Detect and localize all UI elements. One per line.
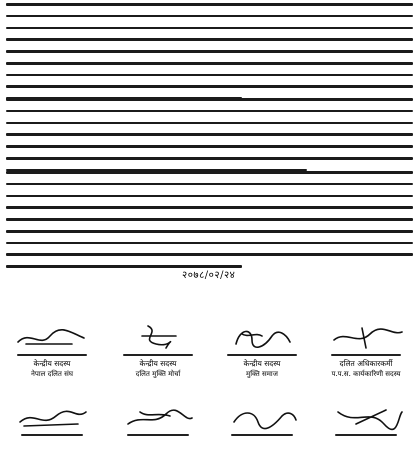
signatory-role: दलित अधिकारकर्मी (339, 359, 393, 368)
signatory-org: मुक्ति समाज (246, 370, 278, 378)
document-date: २०७८/०२/२४ (182, 270, 236, 281)
signature-block (316, 404, 416, 438)
signature-mark (222, 404, 302, 432)
body-paragraph-3 (6, 171, 413, 277)
signature-mark (326, 404, 406, 432)
signatory-org: दलित मुक्ति मोर्चा (135, 370, 181, 378)
signature-block (2, 322, 102, 380)
signature-block (316, 322, 416, 380)
signatory-role: केन्द्रीय सदस्य (243, 359, 281, 368)
signature-block (2, 404, 102, 438)
signature-block (108, 322, 208, 380)
body-paragraph-1 (6, 3, 413, 109)
signatory-role: केन्द्रीय सदस्य (33, 359, 71, 368)
signature-block (108, 404, 208, 438)
signature-mark (222, 322, 302, 352)
signature-mark (12, 322, 92, 352)
signature-mark (12, 404, 92, 432)
signatory-org: नेपाल दलित संघ (30, 370, 73, 378)
signatory-org: प.प.स. कार्यकारिणी सदस्य (331, 370, 401, 378)
signature-block (212, 404, 312, 438)
signature-block (212, 322, 312, 380)
body-paragraph-2 (6, 98, 413, 180)
signature-mark (326, 322, 406, 352)
signatory-role: केन्द्रीय सदस्य (139, 359, 177, 368)
signature-mark (118, 404, 198, 432)
signature-mark (118, 322, 198, 352)
